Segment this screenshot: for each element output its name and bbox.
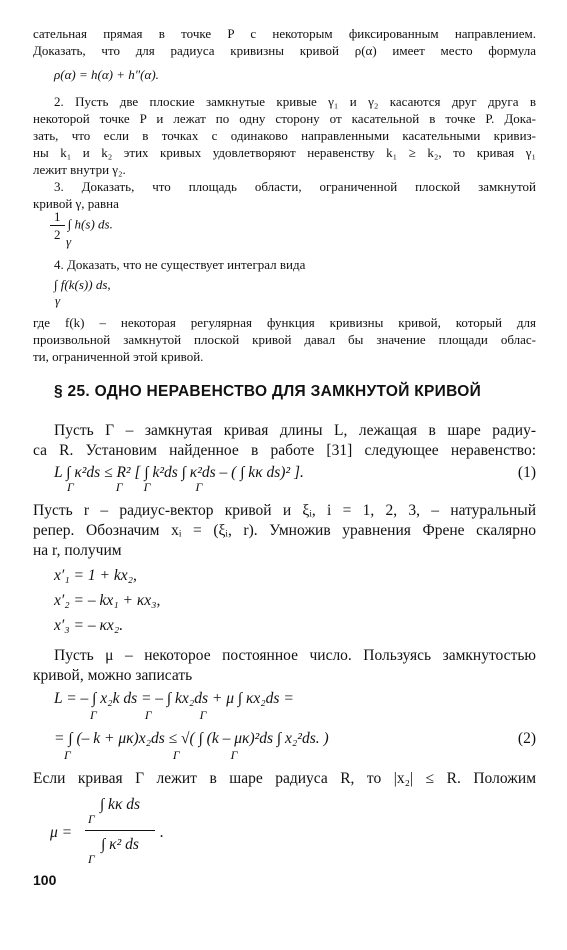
exercise-2-line-4: ны k₁ и k₂ этих кривых удовлетворяют неравенству k₁ ≥ k₂, то кривая γ₁ <box>33 145 536 160</box>
mu-fraction-bar <box>85 830 155 831</box>
body-line-6: Пусть μ – некоторое постоянное число. Пользуясь замкнутостью <box>54 647 536 664</box>
exercise-4-line-3: произвольной замкнутой плоской кривой давал бы значение площади облас- <box>33 332 536 347</box>
formula-area-denominator: 2 <box>54 227 61 242</box>
equation-2a: L = – ∫ x₂k ds = – ∫ kx₂ds + μ ∫ κx₂ds = <box>54 690 294 707</box>
body-line-7: кривой, можно записать <box>33 667 193 684</box>
exercise-4-line-4: ти, ограниченной этой кривой. <box>33 349 204 364</box>
mu-denominator: ∫ κ² ds <box>101 836 139 853</box>
equation-1-number: (1) <box>517 464 536 481</box>
equation-2b-subscripts: Γ Γ Γ <box>64 748 238 762</box>
exercise-3-line-1: 3. Доказать, что площадь области, ограниченной плоской замкнутой <box>54 179 536 194</box>
formula-area-numerator: 1 <box>50 208 65 226</box>
frenet-eq-2: x′₂ = – kx₁ + κx₃, <box>54 592 161 609</box>
body-line-2: са R. Установим найденное в работе [31] следующее неравенство: <box>33 442 536 459</box>
equation-2-number: (2) <box>517 730 536 747</box>
body-line-4: репер. Обозначим xᵢ = (ξᵢ, r). Умножив уравнения Френе скалярно <box>33 522 536 539</box>
mu-end: . <box>160 824 164 841</box>
exercise-2-line-3: зать, что если в точках с одинаково направленными касательными кривиз- <box>33 128 536 143</box>
body-line-8: Если кривая Γ лежит в шаре радиуса R, то |x₂| ≤ R. Положим <box>33 770 536 787</box>
section-heading: § 25. ОДНО НЕРАВЕНСТВО ДЛЯ ЗАМКНУТОЙ КРИВОЙ <box>54 383 482 400</box>
mu-numerator: ∫ kκ ds <box>99 796 141 813</box>
mu-lhs: μ = <box>50 824 73 841</box>
formula-area <box>50 208 113 243</box>
exercise-3-line-2: кривой γ, равна <box>33 196 119 211</box>
formula-area-sub: γ <box>66 234 72 249</box>
formula-integral-sub: γ <box>55 293 61 308</box>
exercise-2-line-2: некоторой точке P и лежат по одну сторону от касательной в точке P. Дока- <box>33 111 536 126</box>
page-number: 100 <box>33 872 57 888</box>
frenet-eq-1: x′₁ = 1 + kx₂, <box>54 567 137 584</box>
text-line-2: Доказать, что для радиуса кривизны кривой ρ(α) имеет место формула <box>33 43 536 58</box>
body-line-5: на r, получим <box>33 542 122 559</box>
formula-area-body: ∫ h(s) ds. <box>67 216 113 232</box>
body-line-3: Пусть r – радиус-вектор кривой и ξᵢ, i = 1, 2, 3, – натуральный <box>33 502 536 519</box>
equation-1-body: L ∫ κ²ds ≤ R² [ ∫ k²ds ∫ κ²ds – ( ∫ kκ ds)² ]. <box>54 464 304 481</box>
formula-integral: ∫ f(k(s)) ds, <box>54 277 111 292</box>
mu-numerator-sub: Γ <box>88 812 95 826</box>
equation-2a-subscripts: Γ Γ Γ <box>90 708 207 722</box>
exercise-2-line-1: 2. Пусть две плоские замкнутые кривые γ₁ и γ₂ касаются друг друга в <box>54 94 536 109</box>
equation-2b <box>54 728 536 750</box>
mu-denominator-sub: Γ <box>88 852 95 866</box>
formula-radius-curvature: ρ(α) = h(α) + h″(α). <box>54 67 159 82</box>
equation-2b-body: = ∫ (– k + μκ)x₂ds ≤ √( ∫ (k – μκ)²ds ∫ x₂²ds. ) <box>54 730 329 747</box>
equation-1-subscripts: Γ Γ Γ Γ <box>67 480 203 494</box>
text-line-1: сательная прямая в точке P с некоторым фиксированным направлением. <box>33 26 536 41</box>
exercise-4-line-2: где f(k) – некоторая регулярная функция кривизны кривой, который для <box>33 315 536 330</box>
frenet-eq-3: x′₃ = – κx₂. <box>54 617 124 634</box>
exercise-2-line-5: лежит внутри γ₂. <box>33 162 126 177</box>
exercise-4-line-1: 4. Доказать, что не существует интеграл вида <box>54 257 306 272</box>
body-line-1: Пусть Γ – замкнутая кривая длины L, лежащая в шаре радиу- <box>54 422 536 439</box>
